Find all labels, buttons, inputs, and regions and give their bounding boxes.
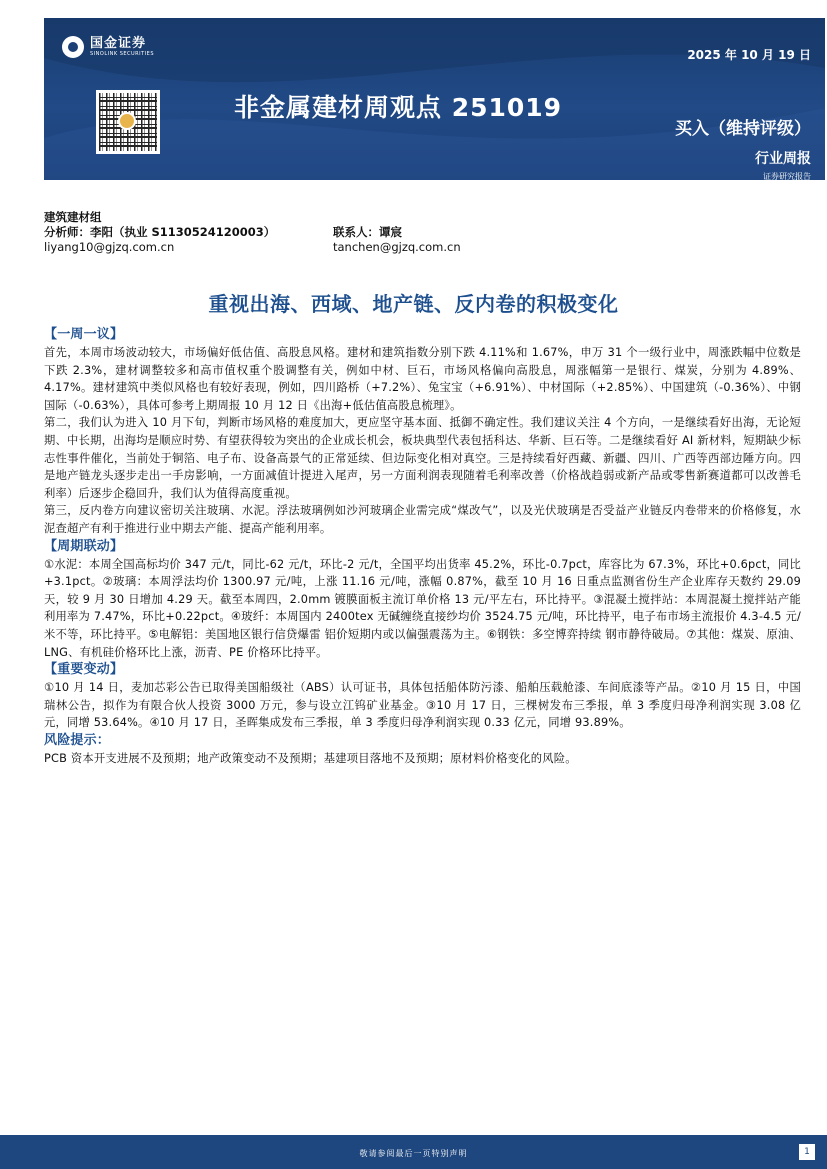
events-paragraph: ①10 月 14 日，麦加芯彩公告已取得美国船级社（ABS）认可证书，具体包括船体防污漆、船舶压载舱漆、车间底漆等产品。②10 月 15 日，中国瑞林公告，拟作为有限合伙人投资 3000 万元，参与设立江钨矿业基金。③10 月 17 日，三棵树发布三季报，单 3 季度归母净利润实现 3.08 亿元，同增 53.64%。④10 月 17 日，圣晖集成发布三季报，单 3 季度归母净利润实现 0.33 亿元，同增 93.89%。 [44,681,801,730]
week-paragraph-1: 首先，本周市场波动较大，市场偏好低估值、高股息风格。建材和建筑指数分别下跌 4.11%和 1.67%，申万 31 个一级行业中，周涨跌幅中位数是下跌 2.3%，建材调整较多和高市值权重个股调整有关，例如中材、巨石，市场风格偏向高股息，周涨幅第一是银行、煤炭，分别为 4.89%、4.17%。建材建筑中类似风格也有较好表现，例如，四川路桥（+7.2%）、兔宝宝（+6.91%）、中材国际（+2.85%）、中国建筑（-0.36%）、中钢国际（-0.63%），具体可参考上期周报 10 月 12 日《出海+低估值高股息梳理》。 [44,346,801,412]
logo-icon [62,36,84,58]
contact-email[interactable]: tanchen@gjzq.com.cn [333,240,461,254]
contact-name: 联系人：谭宸 [333,225,402,239]
logo-name-en: SINOLINK SECURITIES [90,51,154,57]
report-date: 2025 年 10 月 19 日 [687,48,811,62]
page-footer [0,1135,827,1169]
analyst-email[interactable]: liyang10@gjzq.com.cn [44,240,175,254]
section-heading-risk: 风险提示： [44,732,111,748]
section-heading-cycle: 【周期联动】 [44,538,124,554]
document-subtype: 证券研究报告 [763,172,811,180]
qr-code [96,90,160,154]
report-header [44,18,825,180]
report-title: 非金属建材周观点 251019 [234,93,563,122]
author-info [44,210,461,255]
document-type: 行业周报 [755,151,811,167]
main-title: 重视出海、西域、地产链、反内卷的积极变化 [208,292,619,316]
cycle-paragraph: ①水泥：本周全国高标均价 347 元/t，同比-62 元/t，环比-2 元/t，全国平均出货率 45.2%，环比-0.7pct，库容比为 67.3%，环比+0.6pct，同比+3.1pct。②玻璃：本周浮法均价 1300.97 元/吨，上涨 11.16 元/吨，涨幅 0.87%，截至 10 月 16 日重点监测省份生产企业库存天数约 29.09 天，较 9 月 30 日增加 4.29 天。截至本周四，2.0mm 镀膜面板主流订单价格 13 元/平左右，环比持平。③混凝土搅拌站：本周混凝土搅拌站产能利用率为 7.47%，环比+0.22pct。④玻纤：本周国内 2400tex 无碱缠绕直接纱均价 3524.75 元/吨，环比持平，电子布市场主流报价 4.3-4.5 元/米不等，环比持平。⑤电解铝：美国地区银行信贷爆雷 铝价短期内或以偏强震荡为主。⑥钢铁：多空博弈持续 钢市静待破局。⑦其他：煤炭、原油、LNG、有机硅价格环比上涨，沥青、PE 价格环比持平。 [44,557,801,659]
qr-logo-icon [118,112,136,130]
footer-disclaimer: 敬请参阅最后一页特别声明 [359,1149,468,1158]
report-body [44,326,801,767]
research-group: 建筑建材组 [44,210,102,224]
company-logo [62,36,154,58]
rating: 买入（维持评级） [675,119,811,139]
risk-paragraph: PCB 资本开支进展不及预期；地产政策变动不及预期；基建项目落地不及预期；原材料价格变化的风险。 [44,751,577,765]
week-paragraph-3: 第三，反内卷方向建议密切关注玻璃、水泥。浮法玻璃例如沙河玻璃企业需完成“煤改气”，以及光伏玻璃是否受益产业链反内卷带来的价格修复，水泥查超产有利于推进行业中期去产能、提高产能利用率。 [44,504,801,535]
analyst-name: 分析师：李阳（执业 S1130524120003） [44,225,276,239]
week-paragraph-2: 第二，我们认为进入 10 月下旬，判断市场风格的难度加大，更应坚守基本面、抵御不确定性。我们建议关注 4 个方向，一是继续看好出海，无论短期、中长期，出海均是顺应时势、有望获得较为突出的企业成长机会，板块典型代表包括科达、华新、巨石等。二是继续看好 AI 新材料，短期缺少标志性事件催化，当前处于铜箔、电子布、设备高景气的正常延续、但边际变化相对真空。三是持续看好西藏、新疆、四川、广西等西部边陲方向。四是地产链龙头逐步走出一手房影响，一方面减值计提进入尾声，另一方面利润表现随着毛利率改善（价格战趋弱或新产品或零售新赛道都可以改善毛利率）后逐步企稳回升，我们认为值得高度重视。 [44,416,801,500]
page-number: 1 [799,1144,815,1160]
section-heading-week: 【一周一议】 [44,327,124,342]
section-heading-events: 【重要变动】 [44,662,124,678]
logo-name-cn: 国金证券 [90,36,147,51]
